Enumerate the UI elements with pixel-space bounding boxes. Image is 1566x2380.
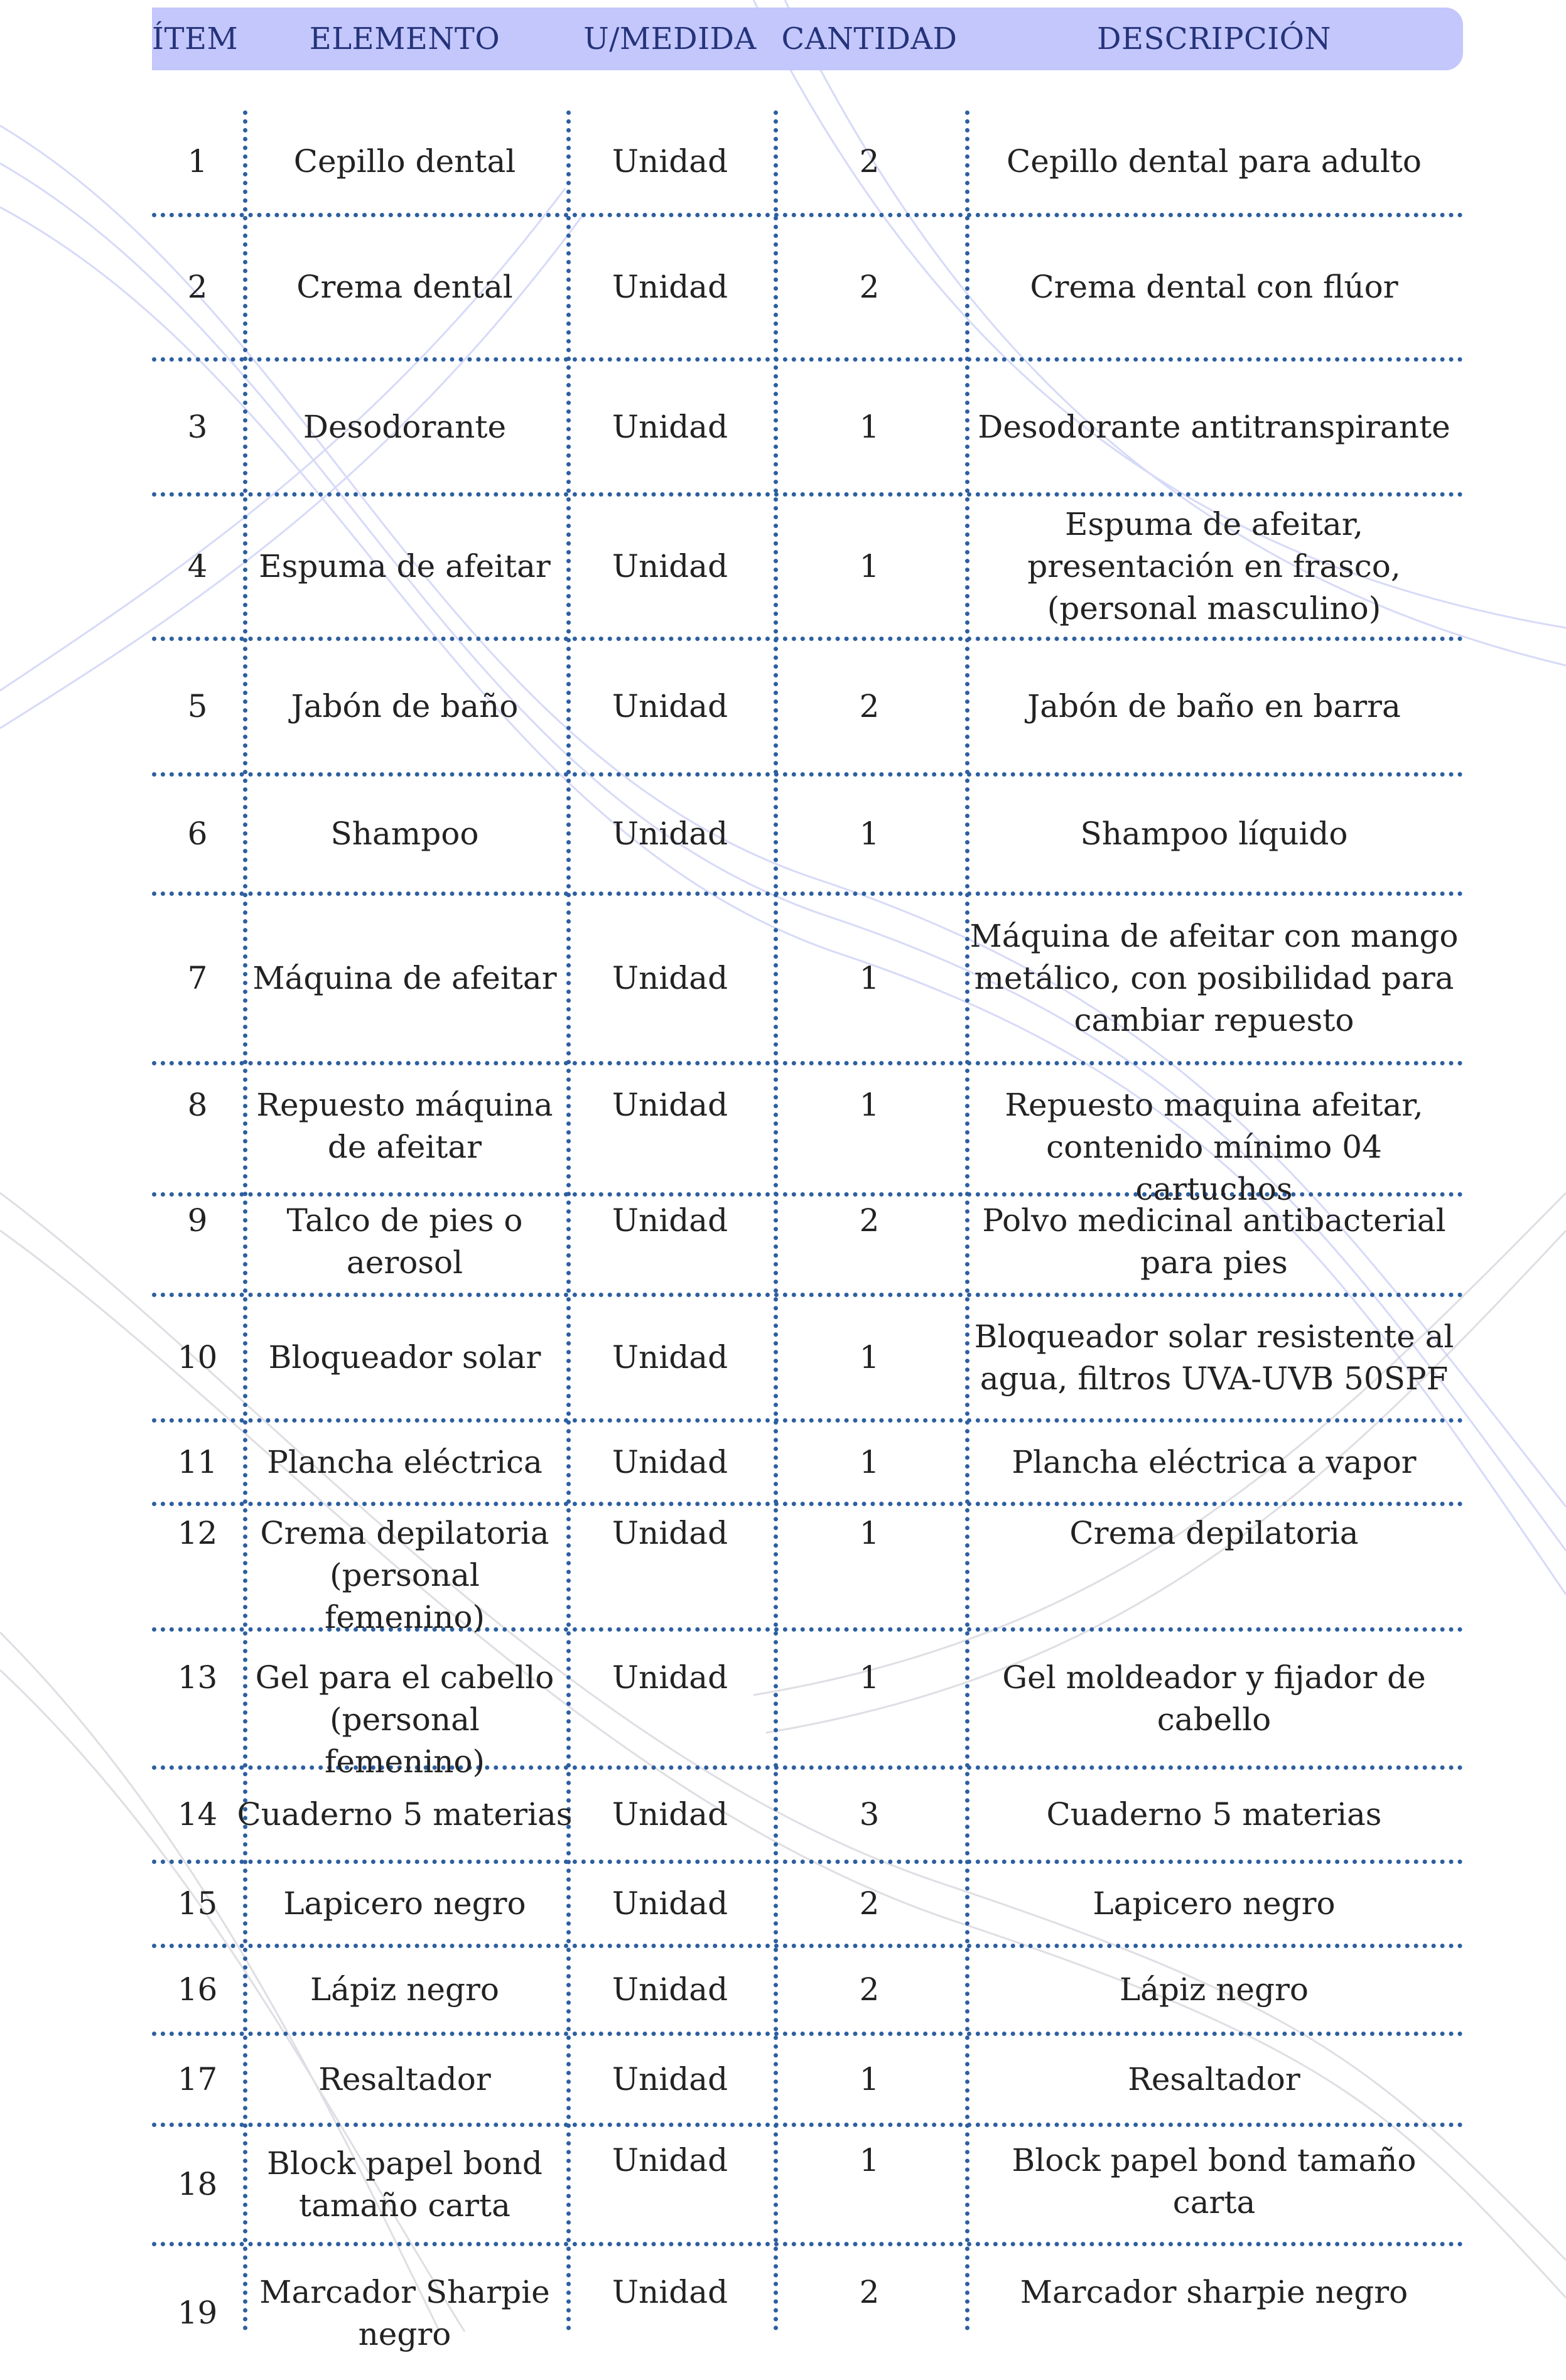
cantidad-cell: 1 — [859, 2060, 880, 2097]
cantidad-cell: 2 — [859, 1202, 880, 1239]
item-cell: 12 — [177, 1515, 218, 1551]
cantidad-cell: 1 — [859, 2142, 880, 2178]
medida-cell: Unidad — [612, 1202, 728, 1239]
cantidad-cell: 1 — [859, 1339, 880, 1376]
medida-cell: Unidad — [612, 1659, 728, 1696]
medida-cell: Unidad — [612, 1796, 728, 1833]
cantidad-cell: 2 — [859, 1971, 880, 2008]
elemento-cell: Plancha eléctrica — [267, 1443, 543, 1480]
elemento-cell: Bloqueador solar — [268, 1339, 541, 1376]
table-row — [152, 1948, 1463, 2036]
item-cell: 16 — [177, 1971, 218, 2008]
descripcion-cell: Desodorante antitranspirante — [978, 408, 1450, 445]
elemento-cell: Marcador Sharpie negro — [259, 2273, 550, 2352]
table-row — [152, 896, 1463, 1065]
table-row — [152, 1297, 1463, 1423]
medida-cell: Unidad — [612, 1971, 728, 2008]
table-row — [152, 2127, 1463, 2246]
medida-cell: Unidad — [612, 269, 728, 305]
table-row — [152, 1423, 1463, 1506]
table-row — [152, 641, 1463, 777]
medida-cell: Unidad — [612, 960, 728, 996]
item-cell: 15 — [177, 1885, 218, 1922]
descripcion-cell: Cuaderno 5 materias — [1046, 1796, 1382, 1833]
item-cell: 3 — [187, 408, 208, 445]
item-cell: 10 — [177, 1339, 218, 1376]
elemento-cell: Gel para el cabello (personal femenino) — [255, 1659, 554, 1780]
header-cantidad: CANTIDAD — [781, 21, 958, 57]
table-row — [152, 1197, 1463, 1297]
elemento-cell: Cepillo dental — [293, 143, 516, 180]
descripcion-cell: Shampoo líquido — [1080, 816, 1348, 852]
header-item: ÍTEM — [152, 21, 239, 57]
item-cell: 1 — [187, 143, 208, 180]
item-cell: 18 — [177, 2166, 218, 2202]
table-row — [152, 1506, 1463, 1635]
medida-cell: Unidad — [612, 1515, 728, 1551]
medida-cell: Unidad — [612, 2142, 728, 2178]
cantidad-cell: 2 — [859, 2274, 880, 2310]
item-cell: 7 — [187, 960, 208, 996]
table-header — [152, 8, 1463, 70]
medida-cell: Unidad — [612, 2060, 728, 2097]
medida-cell: Unidad — [612, 408, 728, 445]
medida-cell: Unidad — [612, 548, 728, 584]
item-cell: 9 — [187, 1202, 208, 1239]
cantidad-cell: 2 — [859, 688, 880, 724]
descripcion-cell: Jabón de baño en barra — [1027, 688, 1401, 724]
header-medida: U/MEDIDA — [583, 21, 757, 57]
medida-cell: Unidad — [612, 1087, 728, 1123]
descripcion-cell: Block papel bond tamaño carta — [1012, 2142, 1417, 2221]
cantidad-cell: 1 — [859, 408, 880, 445]
medida-cell: Unidad — [612, 688, 728, 724]
table-row — [152, 1065, 1463, 1207]
table-row — [152, 777, 1463, 896]
medida-cell: Unidad — [612, 1339, 728, 1376]
cantidad-cell: 2 — [859, 1885, 880, 1922]
elemento-cell: Cuaderno 5 materias — [237, 1796, 573, 1833]
elemento-cell: Block papel bond tamaño carta — [267, 2145, 543, 2224]
descripcion-cell: Crema depilatoria — [1069, 1515, 1359, 1551]
table-row — [152, 1632, 1463, 1780]
descripcion-cell: Lápiz negro — [1119, 1971, 1309, 2008]
header-elemento: ELEMENTO — [309, 21, 500, 57]
medida-cell: Unidad — [612, 1885, 728, 1922]
cantidad-cell: 1 — [859, 1443, 880, 1480]
cantidad-cell: 1 — [859, 548, 880, 584]
descripcion-cell: Plancha eléctrica a vapor — [1012, 1443, 1417, 1480]
descripcion-cell: Máquina de afeitar con mango metálico, con posibilidad para cambiar repuesto — [969, 918, 1459, 1038]
elemento-cell: Shampoo — [330, 816, 479, 852]
item-cell: 8 — [187, 1087, 208, 1123]
item-cell: 5 — [187, 688, 208, 724]
table-row — [152, 110, 1463, 217]
item-cell: 14 — [177, 1796, 218, 1833]
table-row — [152, 497, 1463, 641]
cantidad-cell: 2 — [859, 143, 880, 180]
descripcion-cell: Gel moldeador y fijador de cabello — [1002, 1659, 1426, 1738]
elemento-cell: Talco de pies o aerosol — [286, 1202, 523, 1281]
descripcion-cell: Marcador sharpie negro — [1020, 2274, 1408, 2310]
elemento-cell: Jabón de baño — [291, 688, 519, 724]
item-cell: 2 — [187, 269, 208, 305]
descripcion-cell: Crema dental con flúor — [1030, 269, 1398, 305]
descripcion-cell: Espuma de afeitar, presentación en frasco, (personal masculino) — [1027, 506, 1401, 627]
elemento-cell: Desodorante — [303, 408, 507, 445]
medida-cell: Unidad — [612, 816, 728, 852]
descripcion-cell: Resaltador — [1128, 2060, 1300, 2097]
table-row — [152, 1770, 1463, 1864]
table-row — [152, 217, 1463, 362]
header-descripcion: DESCRIPCIÓN — [1096, 21, 1332, 57]
table-row — [152, 2246, 1463, 2380]
descripcion-cell: Repuesto maquina afeitar, contenido mínimo 04 cartuchos — [1005, 1087, 1423, 1207]
table-row — [152, 362, 1463, 497]
descripcion-cell: Cepillo dental para adulto — [1006, 143, 1422, 180]
cantidad-cell: 1 — [859, 1515, 880, 1551]
cantidad-cell: 1 — [859, 1659, 880, 1696]
elemento-cell: Lápiz negro — [310, 1971, 500, 2008]
table-row — [152, 1864, 1463, 1948]
elemento-cell: Repuesto máquina de afeitar — [256, 1087, 553, 1165]
elemento-cell: Crema dental — [296, 269, 513, 305]
cantidad-cell: 1 — [859, 960, 880, 996]
item-cell: 17 — [177, 2060, 218, 2097]
elemento-cell: Crema depilatoria (personal femenino) — [260, 1515, 549, 1635]
cantidad-cell: 2 — [859, 269, 880, 305]
cantidad-cell: 3 — [859, 1796, 880, 1833]
cantidad-cell: 1 — [859, 1087, 880, 1123]
table-body — [152, 110, 1463, 2380]
item-cell: 11 — [177, 1443, 218, 1480]
cantidad-cell: 1 — [859, 816, 880, 852]
item-cell: 6 — [187, 816, 208, 852]
medida-cell: Unidad — [612, 143, 728, 180]
descripcion-cell: Bloqueador solar resistente al agua, filtros UVA-UVB 50SPF — [974, 1318, 1454, 1397]
elemento-cell: Máquina de afeitar — [252, 960, 557, 996]
elemento-cell: Lapicero negro — [283, 1885, 526, 1922]
descripcion-cell: Lapicero negro — [1093, 1885, 1336, 1922]
table-row — [152, 2036, 1463, 2127]
descripcion-cell: Polvo medicinal antibacterial para pies — [982, 1202, 1446, 1281]
item-cell: 19 — [177, 2295, 218, 2331]
medida-cell: Unidad — [612, 2274, 728, 2310]
medida-cell: Unidad — [612, 1443, 728, 1480]
elemento-cell: Resaltador — [318, 2060, 491, 2097]
item-cell: 13 — [177, 1659, 218, 1696]
item-cell: 4 — [187, 548, 208, 584]
elemento-cell: Espuma de afeitar — [259, 548, 551, 584]
